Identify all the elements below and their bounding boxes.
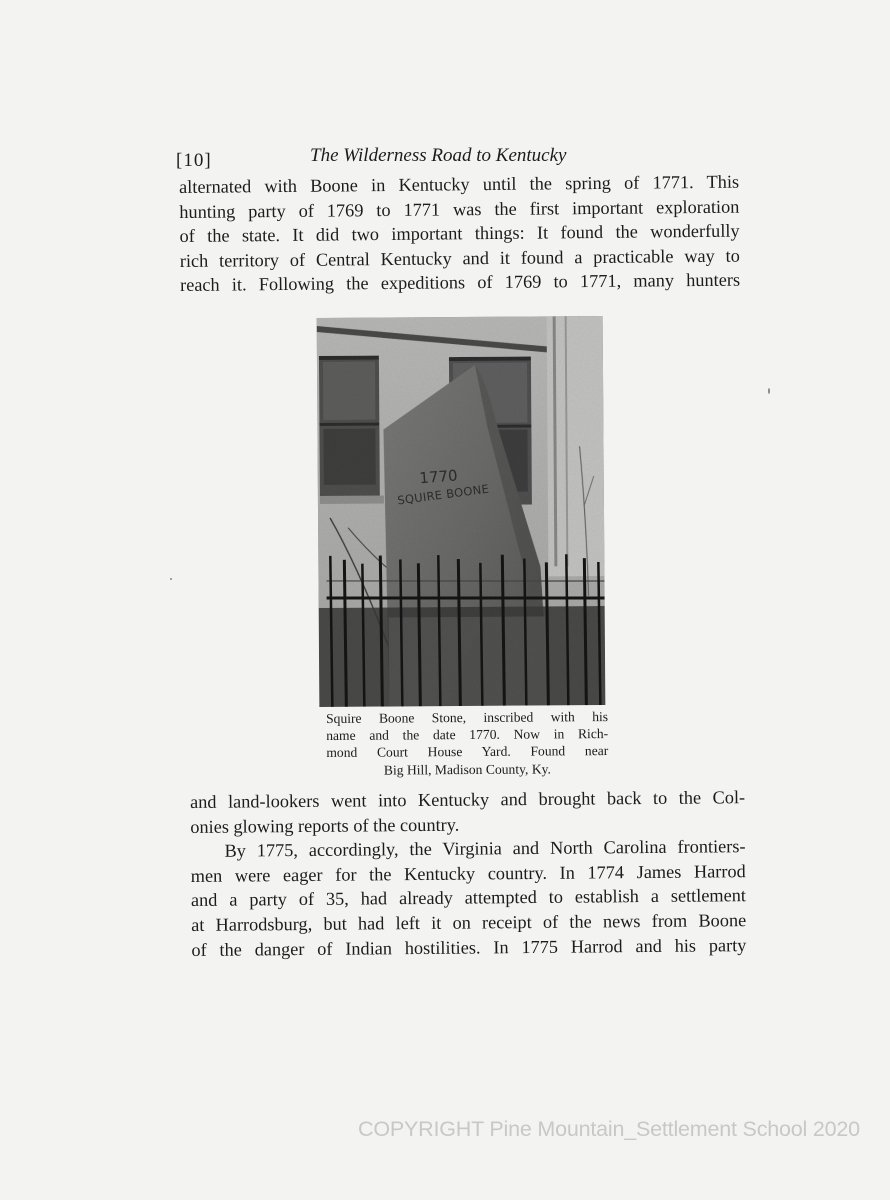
caption-line: Big Hill, Madison County, Ky.	[383, 761, 551, 778]
text-line: and a party of 35, had already attempted to establish a settlement	[190, 885, 747, 911]
fence-picket	[418, 563, 420, 706]
text-line: of the danger of Indian hostilities. In 1775 Harrod and his party	[191, 934, 747, 960]
text-line: reach it. Following the expeditions of 1769 to 1771, many hunters	[179, 269, 741, 296]
paper-speck	[768, 388, 770, 394]
text-line: at Harrodsburg, but had left it on receipt of the news from Boone	[191, 910, 747, 935]
paragraph-2	[190, 785, 746, 962]
caption-line: Squire Boone Stone, inscribed with his	[326, 709, 609, 726]
squire-boone-stone-photo	[317, 316, 606, 707]
fence-picket	[380, 556, 382, 707]
fence-picket	[502, 555, 504, 706]
photo-illustration	[317, 316, 606, 707]
fence-picket	[546, 562, 548, 705]
text-line: of the state. It did two important things: It found the wonderfully	[179, 220, 740, 247]
text-line: men were eager for the Kentucky country. In 1774 James Harrod	[190, 860, 746, 886]
page-number: [10]	[176, 150, 212, 171]
fence-picket	[584, 558, 586, 705]
text-line: rich territory of Central Kentucky and it found a practicable way to	[179, 245, 740, 271]
paper-speck	[170, 578, 172, 580]
paragraph-1	[179, 170, 740, 298]
running-head: The Wilderness Road to Kentucky	[310, 145, 567, 166]
text-line: onies glowing reports of the country.	[190, 814, 460, 837]
text-line: By 1775, accordingly, the Virginia and North Carolina frontiers-	[224, 836, 746, 861]
fence-picket	[458, 559, 460, 706]
caption-line: mond Court House Yard. Found near	[326, 743, 609, 761]
caption-line: name and the date 1770. Now in Rich-	[326, 726, 609, 744]
fence-picket	[344, 560, 346, 707]
copyright-watermark: COPYRIGHT Pine Mountain_Settlement School 2020	[358, 1117, 860, 1141]
figure-caption	[326, 708, 608, 779]
stone-inscription-name: SQUIRE BOONE	[396, 481, 490, 508]
stone-inscription-year: 1770	[418, 466, 459, 488]
text-line: hunting party of 1769 to 1771 was the first important exploration	[179, 196, 740, 222]
text-line: alternated with Boone in Kentucky until the spring of 1771. This	[179, 171, 740, 197]
text-line: and land-lookers went into Kentucky and brought back to the Col-	[190, 787, 746, 812]
